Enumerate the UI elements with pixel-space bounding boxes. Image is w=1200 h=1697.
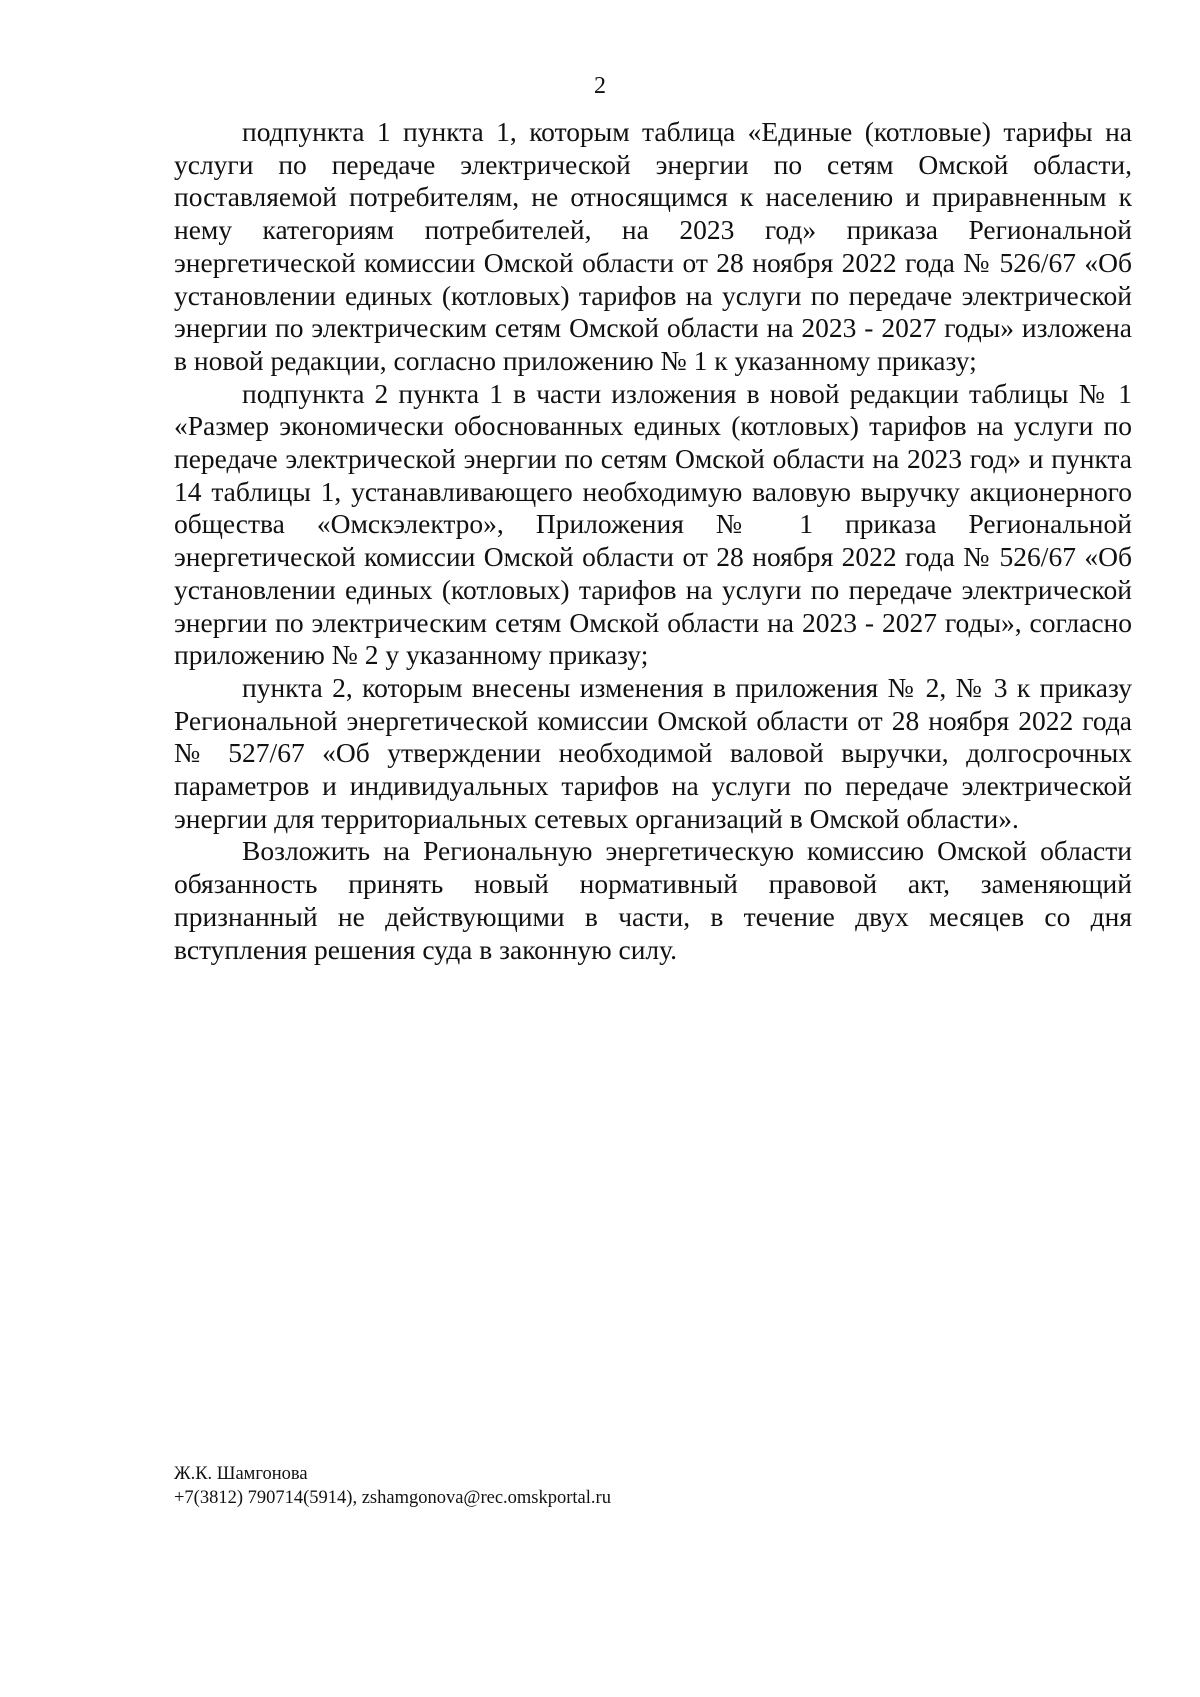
paragraph-subpoint-2: подпункта 2 пункта 1 в части изложения в новой редакции таблицы № 1 «Размер экономически обоснованных единых (котловых) тарифов на услуги по передаче электрической энергии по сетям Омской области на 2023 год» и пункта 14 таблицы 1, устанавливающего необходимую валовую выручку акционерного общества «Омскэлектро», Приложения № 1 приказа Региональной энергетической комиссии Омской области от 28 ноября 2022 года № 526/67 «Об установлении единых (котловых) тарифов на услуги по передаче электрической энергии по электрическим сетям Омской области на 2023 - 2027 годы», согласно приложению № 2 у указанному приказу; (174, 377, 1132, 671)
paragraph-point-2: пункта 2, которым внесены изменения в приложения № 2, № 3 к приказу Региональной энергетической комиссии Омской области от 28 ноября 2022 года № 527/67 «Об утверждении необходимой валовой выручки, долгосрочных параметров и индивидуальных тарифов на услуги по передаче электрической энергии для территориальных сетевых организаций в Омской области». (174, 671, 1132, 834)
footer-contact-block (174, 1462, 874, 1510)
executor-contact: +7(3812) 790714(5914), zshamgonova@rec.omskportal.ru (174, 1488, 611, 1508)
document-body (174, 116, 1132, 966)
paragraph-obligation: Возложить на Региональную энергетическую комиссию Омской области обязанность принять новый нормативный правовой акт, заменяющий признанный не действующими в части, в течение двух месяцев со дня вступления решения суда в законную силу. (174, 835, 1132, 965)
page-number: 2 (594, 73, 606, 99)
paragraph-subpoint-1: подпункта 1 пункта 1, которым таблица «Единые (котловые) тарифы на услуги по передаче электрической энергии по сетям Омской области, поставляемой потребителям, не относящимся к населению и приравненным к нему категориям потребителей, на 2023 год» приказа Региональной энергетической комиссии Омской области от 28 ноября 2022 года № 526/67 «Об установлении единых (котловых) тарифов на услуги по передаче электрической энергии по электрическим сетям Омской области на 2023 - 2027 годы» изложена в новой редакции, согласно приложению № 1 к указанному приказу; (174, 116, 1132, 376)
executor-name: Ж.К. Шамгонова (174, 1464, 308, 1484)
